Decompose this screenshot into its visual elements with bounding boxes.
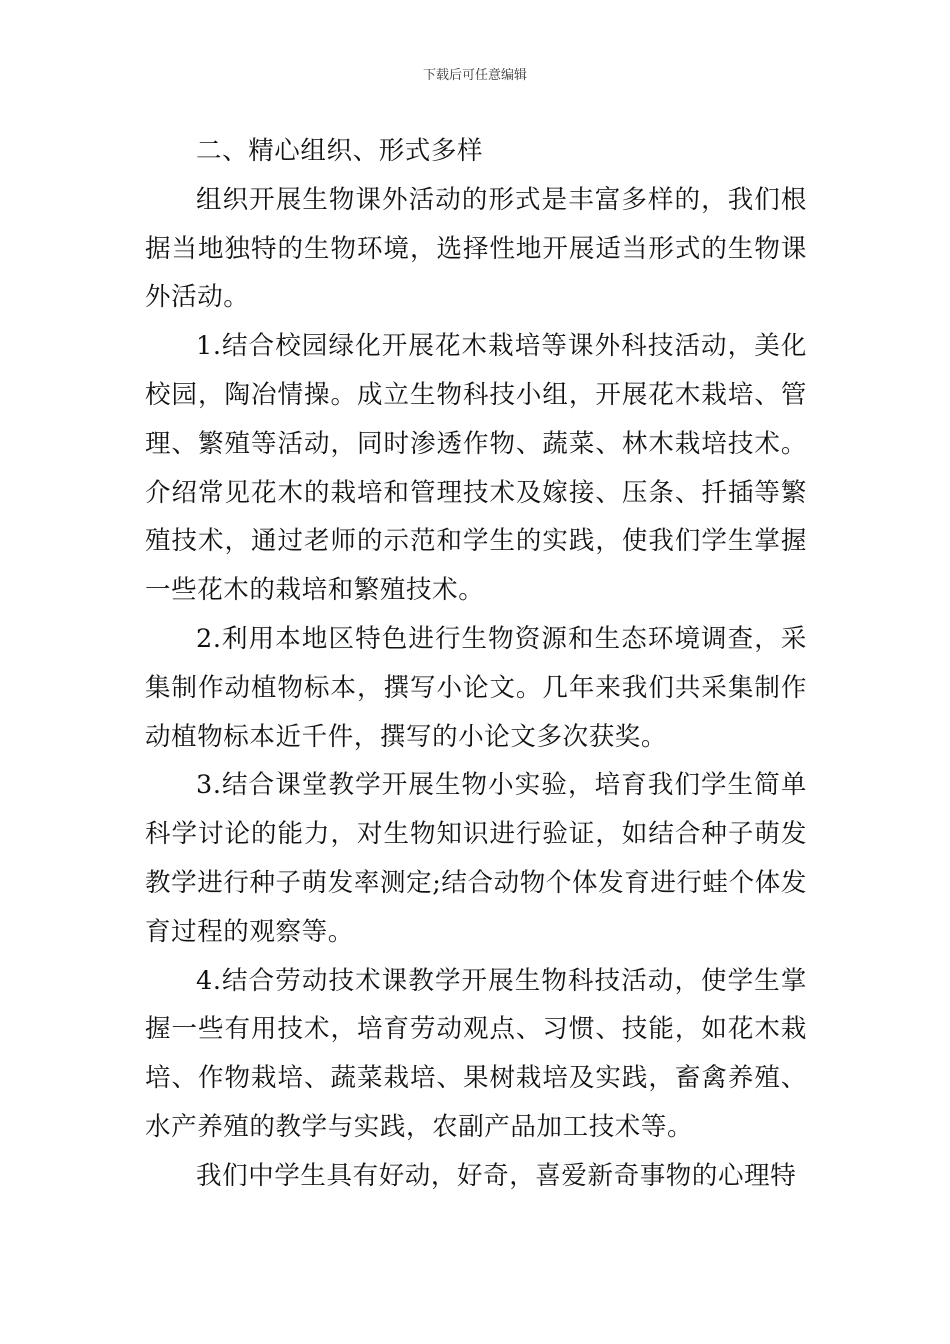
paragraph: 3.结合课堂教学开展生物小实验，培育我们学生简单科学讨论的能力，对生物知识进行验证，如结合种子萌发教学进行种子萌发率测定;结合动物个体发育进行蛙个体发育过程的观察等。 (145, 770, 807, 947)
section-heading: 二、精心组织、形式多样 (196, 136, 484, 166)
paragraph: 我们中学生具有好动，好奇，喜爱新奇事物的心理特 (196, 1160, 797, 1191)
page-header: 下载后可任意编辑 (422, 68, 527, 83)
paragraph: 2.利用本地区特色进行生物资源和生态环境调查，采集制作动植物标本，撰写小论文。几年来我们共采集制作动植物标本近千件，撰写的小论文多次获奖。 (145, 623, 807, 752)
paragraph: 组织开展生物课外活动的形式是丰富多样的，我们根据当地独特的生物环境，选择性地开展适当形式的生物课外活动。 (145, 184, 807, 313)
document-body (145, 127, 807, 1201)
paragraph: 1.结合校园绿化开展花木栽培等课外科技活动，美化校园，陶冶情操。成立生物科技小组，开展花木栽培、管理、繁殖等活动，同时渗透作物、蔬菜、林木栽培技术。介绍常见花木的栽培和管理技术及嫁接、压条、扦插等繁殖技术，通过老师的示范和学生的实践，使我们学生掌握一些花木的栽培和繁殖技术。 (145, 331, 807, 606)
paragraph: 4.结合劳动技术课教学开展生物科技活动，使学生掌握一些有用技术，培育劳动观点、习惯、技能，如花木栽培、作物栽培、蔬菜栽培、果树栽培及实践，畜禽养殖、水产养殖的教学与实践，农副产品加工技术等。 (145, 965, 807, 1142)
